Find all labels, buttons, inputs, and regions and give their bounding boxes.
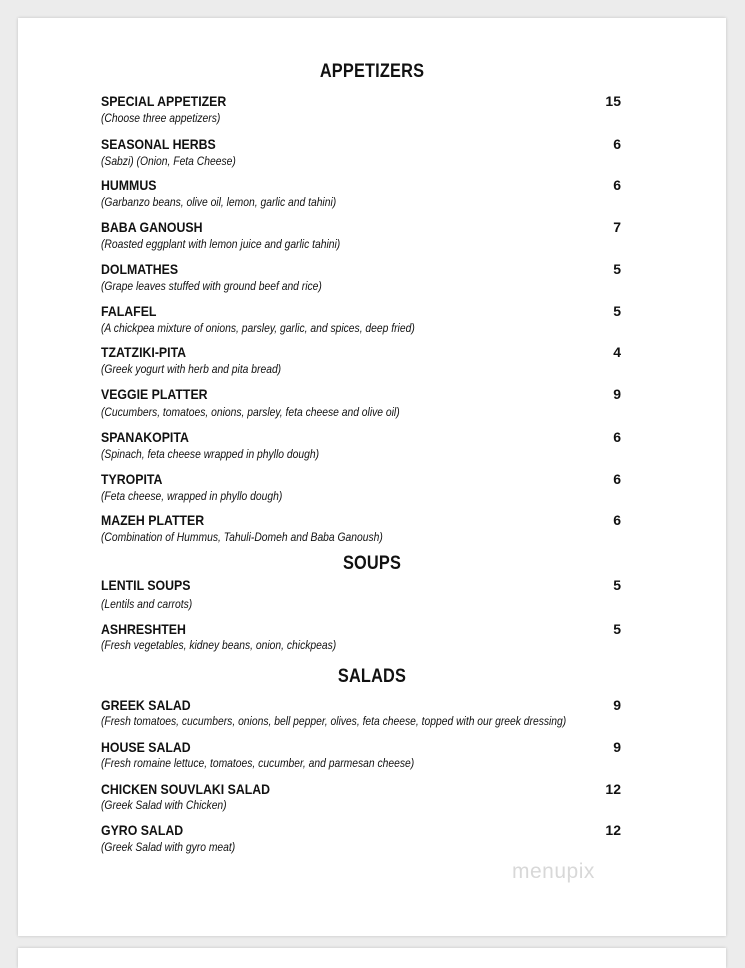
item-price: 9 [613,739,621,755]
item-price: 5 [613,621,621,637]
item-price: 6 [613,177,621,193]
item-price: 9 [613,386,621,402]
item-name: MAZEH PLATTER [101,512,205,528]
item-name: TYROPITA [101,471,163,487]
item-price: 7 [613,219,621,235]
item-price: 12 [605,822,621,838]
item-price: 6 [613,429,621,445]
item-name: SPANAKOPITA [101,429,189,445]
item-name: SPECIAL APPETIZER [101,93,227,109]
item-name: DOLMATHES [101,261,179,277]
item-description: (Lentils and carrots) [101,597,193,611]
section-title-salads: SALADS [337,666,407,687]
item-name: SEASONAL HERBS [101,136,216,152]
item-description: (Cucumbers, tomatoes, onions, parsley, feta cheese and olive oil) [101,405,400,419]
item-description: (Grape leaves stuffed with ground beef and rice) [101,279,322,293]
item-name: LENTIL SOUPS [101,577,191,593]
item-name: VEGGIE PLATTER [101,386,208,402]
item-price: 5 [613,303,621,319]
item-name: FALAFEL [101,303,157,319]
item-name: ASHRESHTEH [101,621,186,637]
item-price: 5 [613,261,621,277]
item-price: 4 [613,344,621,360]
item-price: 6 [613,471,621,487]
item-description: (Fresh vegetables, kidney beans, onion, chickpeas) [101,638,337,652]
item-name: GREEK SALAD [101,697,191,713]
item-price: 6 [613,512,621,528]
item-description: (Garbanzo beans, olive oil, lemon, garlic and tahini) [101,195,337,209]
item-name: BABA GANOUSH [101,219,203,235]
section-title-soups: SOUPS [342,553,402,574]
item-description: (A chickpea mixture of onions, parsley, garlic, and spices, deep fried) [101,321,415,335]
item-name: CHICKEN SOUVLAKI SALAD [101,781,271,797]
item-description: (Roasted eggplant with lemon juice and garlic tahini) [101,237,341,251]
item-description: (Fresh tomatoes, cucumbers, onions, bell pepper, olives, feta cheese, topped with our greek dressing) [101,714,567,728]
item-description: (Greek yogurt with herb and pita bread) [101,362,282,376]
item-price: 6 [613,136,621,152]
item-description: (Feta cheese, wrapped in phyllo dough) [101,489,283,503]
item-description: (Greek Salad with Chicken) [101,798,227,812]
item-price: 9 [613,697,621,713]
item-name: HOUSE SALAD [101,739,191,755]
menu-page [18,18,726,936]
menupix-watermark: menupix [512,860,595,883]
item-price: 12 [605,781,621,797]
item-description: (Combination of Hummus, Tahuli-Domeh and Baba Ganoush) [101,530,383,544]
section-title-appetizers: APPETIZERS [319,61,425,82]
item-description: (Greek Salad with gyro meat) [101,840,236,854]
item-description: (Choose three appetizers) [101,111,221,125]
item-description: (Sabzi) (Onion, Feta Cheese) [101,154,236,168]
item-price: 15 [605,93,621,109]
item-price: 5 [613,577,621,593]
item-name: HUMMUS [101,177,157,193]
next-page-edge [18,948,726,968]
item-description: (Spinach, feta cheese wrapped in phyllo dough) [101,447,320,461]
item-name: GYRO SALAD [101,822,184,838]
item-description: (Fresh romaine lettuce, tomatoes, cucumber, and parmesan cheese) [101,756,415,770]
item-name: TZATZIKI-PITA [101,344,187,360]
